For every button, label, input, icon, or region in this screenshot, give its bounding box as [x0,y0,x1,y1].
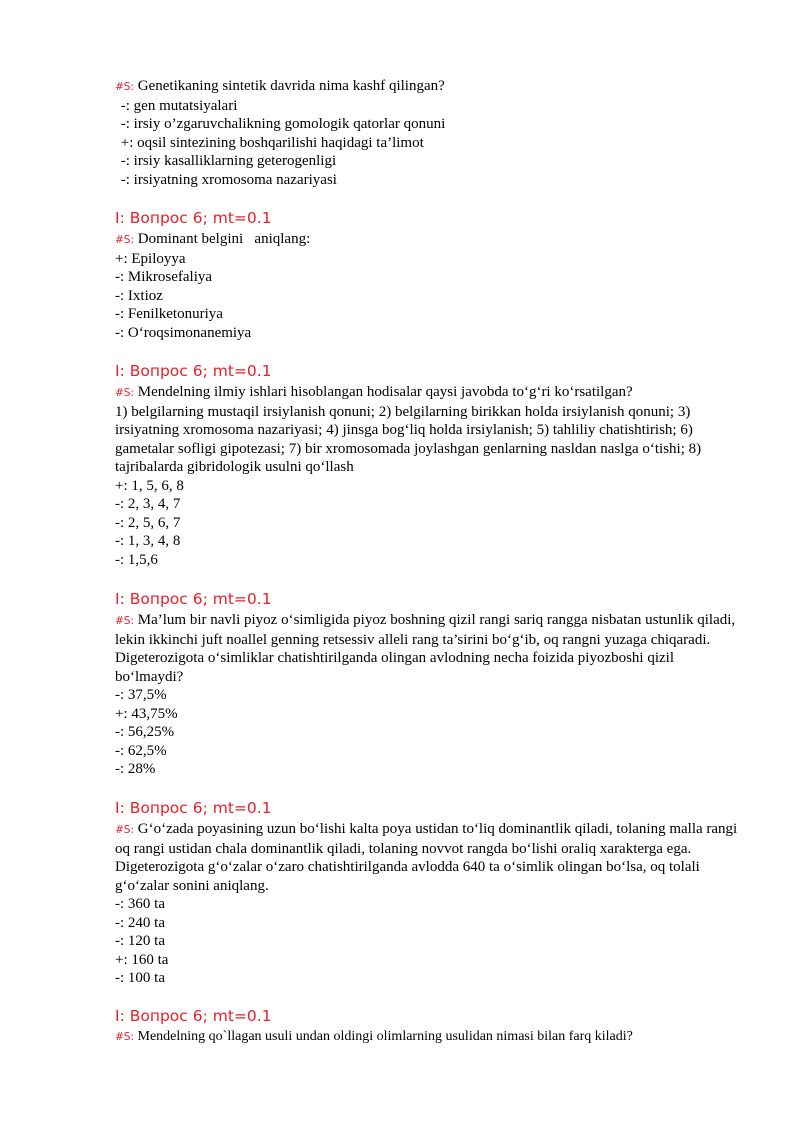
answer-option: -: 240 ta [115,914,165,931]
answer-option: -: 2, 5, 6, 7 [115,514,181,531]
answer-option: -: irsiyatning xromosoma nazariyasi [117,171,337,188]
answer-option: -: gen mutatsiyalari [117,97,238,114]
question-1 [115,77,740,189]
s-tag: #S: [115,387,135,399]
answer-option: -: irsiy kasalliklarning geterogenligi [117,153,337,169]
question-text [115,820,740,895]
question-text-content: Mendelning ilmiy ishlari hisoblangan hodisalar qaysi javobda to‘g‘ri ko‘rsatilgan? [137,384,633,400]
answer-option: -: 62,5% [115,742,167,759]
answer-option: -: O‘roqsimonanemiya [115,324,252,341]
answer-option: -: 120 ta [115,933,165,949]
question-4 [115,589,740,779]
answer-option: -: 56,25% [115,724,175,740]
question-stem: 1) belgilarning mustaqil irsiylanish qonuni; 2) belgilarning birikkan holda irsiylanish qonuni; 3) irsiyatning xromosoma nazariyasi; 4) jinsga bog‘liq holda irsiylanish; 5) tahliliy chatishtirish; 6) gametalar sofligi gipotezasi; 7) bir xromosomada joylashgan genlarning nasldan naslga o‘tishi; 8) tajribalarda gibridologik usulni qo‘llash [115,403,702,475]
question-text [115,230,740,250]
question-text-content: Ma’lum bir navli piyoz o‘simligida piyoz boshning qizil rangi sariq rangga nisbatan ustunlik qiladi, lekin ikkinchi juft noallel genning retsessiv alleli rang ta’sirini bo‘g‘ib, oq rangni yuzaga chiqaradi. Digeterozigota o‘simliklar chatishtirilganda olingan avlodning necha foizida piyozboshi qizil bo‘lmaydi? [115,612,736,685]
question-header: I: Вопрос 6; mt=0.1 [115,209,272,227]
answer-option: +: 1, 5, 6, 8 [115,477,184,494]
answer-option: -: Ixtioz [115,287,163,304]
question-2 [115,208,740,342]
s-tag: #S: [115,1031,135,1043]
answer-option: +: 160 ta [115,951,169,968]
answer-option: -: Mikrosefaliya [115,269,213,285]
s-tag: #S: [115,234,135,246]
question-text [115,383,740,403]
question-text [115,611,740,686]
question-text [115,77,740,97]
answer-option: +: 43,75% [115,705,178,722]
question-6 [115,1006,740,1047]
answer-option: -: 100 ta [115,970,165,986]
s-tag: #S: [115,824,135,836]
answer-option: +: Epiloyya [115,250,186,267]
s-tag: #S: [115,615,135,627]
question-text-content: Mendelning qo`llagan usuli undan oldingi olimlarning usulidan nimasi bilan farq kiladi? [137,1029,633,1044]
s-tag: #S: [115,81,135,93]
answer-option: -: 1, 3, 4, 8 [115,533,181,549]
question-text [115,1028,740,1047]
question-text-content: Dominant belgini aniqlang: [137,231,311,247]
question-text-content: Genetikaning sintetik davrida nima kashf qilingan? [137,78,445,94]
answer-option: +: oqsil sintezining boshqarilishi haqidagi ta’limot [117,134,424,151]
question-header: I: Вопрос 6; mt=0.1 [115,362,272,380]
question-text-content: G‘o‘zada poyasining uzun bo‘lishi kalta poya ustidan to‘liq dominantlik qiladi, tolaning malla rangi oq rangi ustidan chala dominantlik qiladi, tolaning novvot rangda bo‘lishi oraliq xarakterga ega. Digeterozigota g‘o‘zalar o‘zaro chatishtirilganda avlodda 640 ta o‘simlik olingan bo‘lsa, oq tolali g‘o‘zalar sonini aniqlang. [115,821,738,894]
question-5 [115,798,740,988]
question-3 [115,361,740,569]
answer-option: -: 360 ta [115,896,165,912]
answer-option: -: 1,5,6 [115,551,158,568]
question-header: I: Вопрос 6; mt=0.1 [115,590,272,608]
question-header: I: Вопрос 6; mt=0.1 [115,1007,272,1025]
question-header: I: Вопрос 6; mt=0.1 [115,799,272,817]
answer-option: -: 37,5% [115,687,167,703]
answer-option: -: 28% [115,761,156,777]
answer-option: -: Fenilketonuriya [115,306,223,322]
answer-option: -: irsiy o’zgaruvchalikning gomologik qatorlar qonuni [117,116,446,132]
answer-option: -: 2, 3, 4, 7 [115,496,181,512]
